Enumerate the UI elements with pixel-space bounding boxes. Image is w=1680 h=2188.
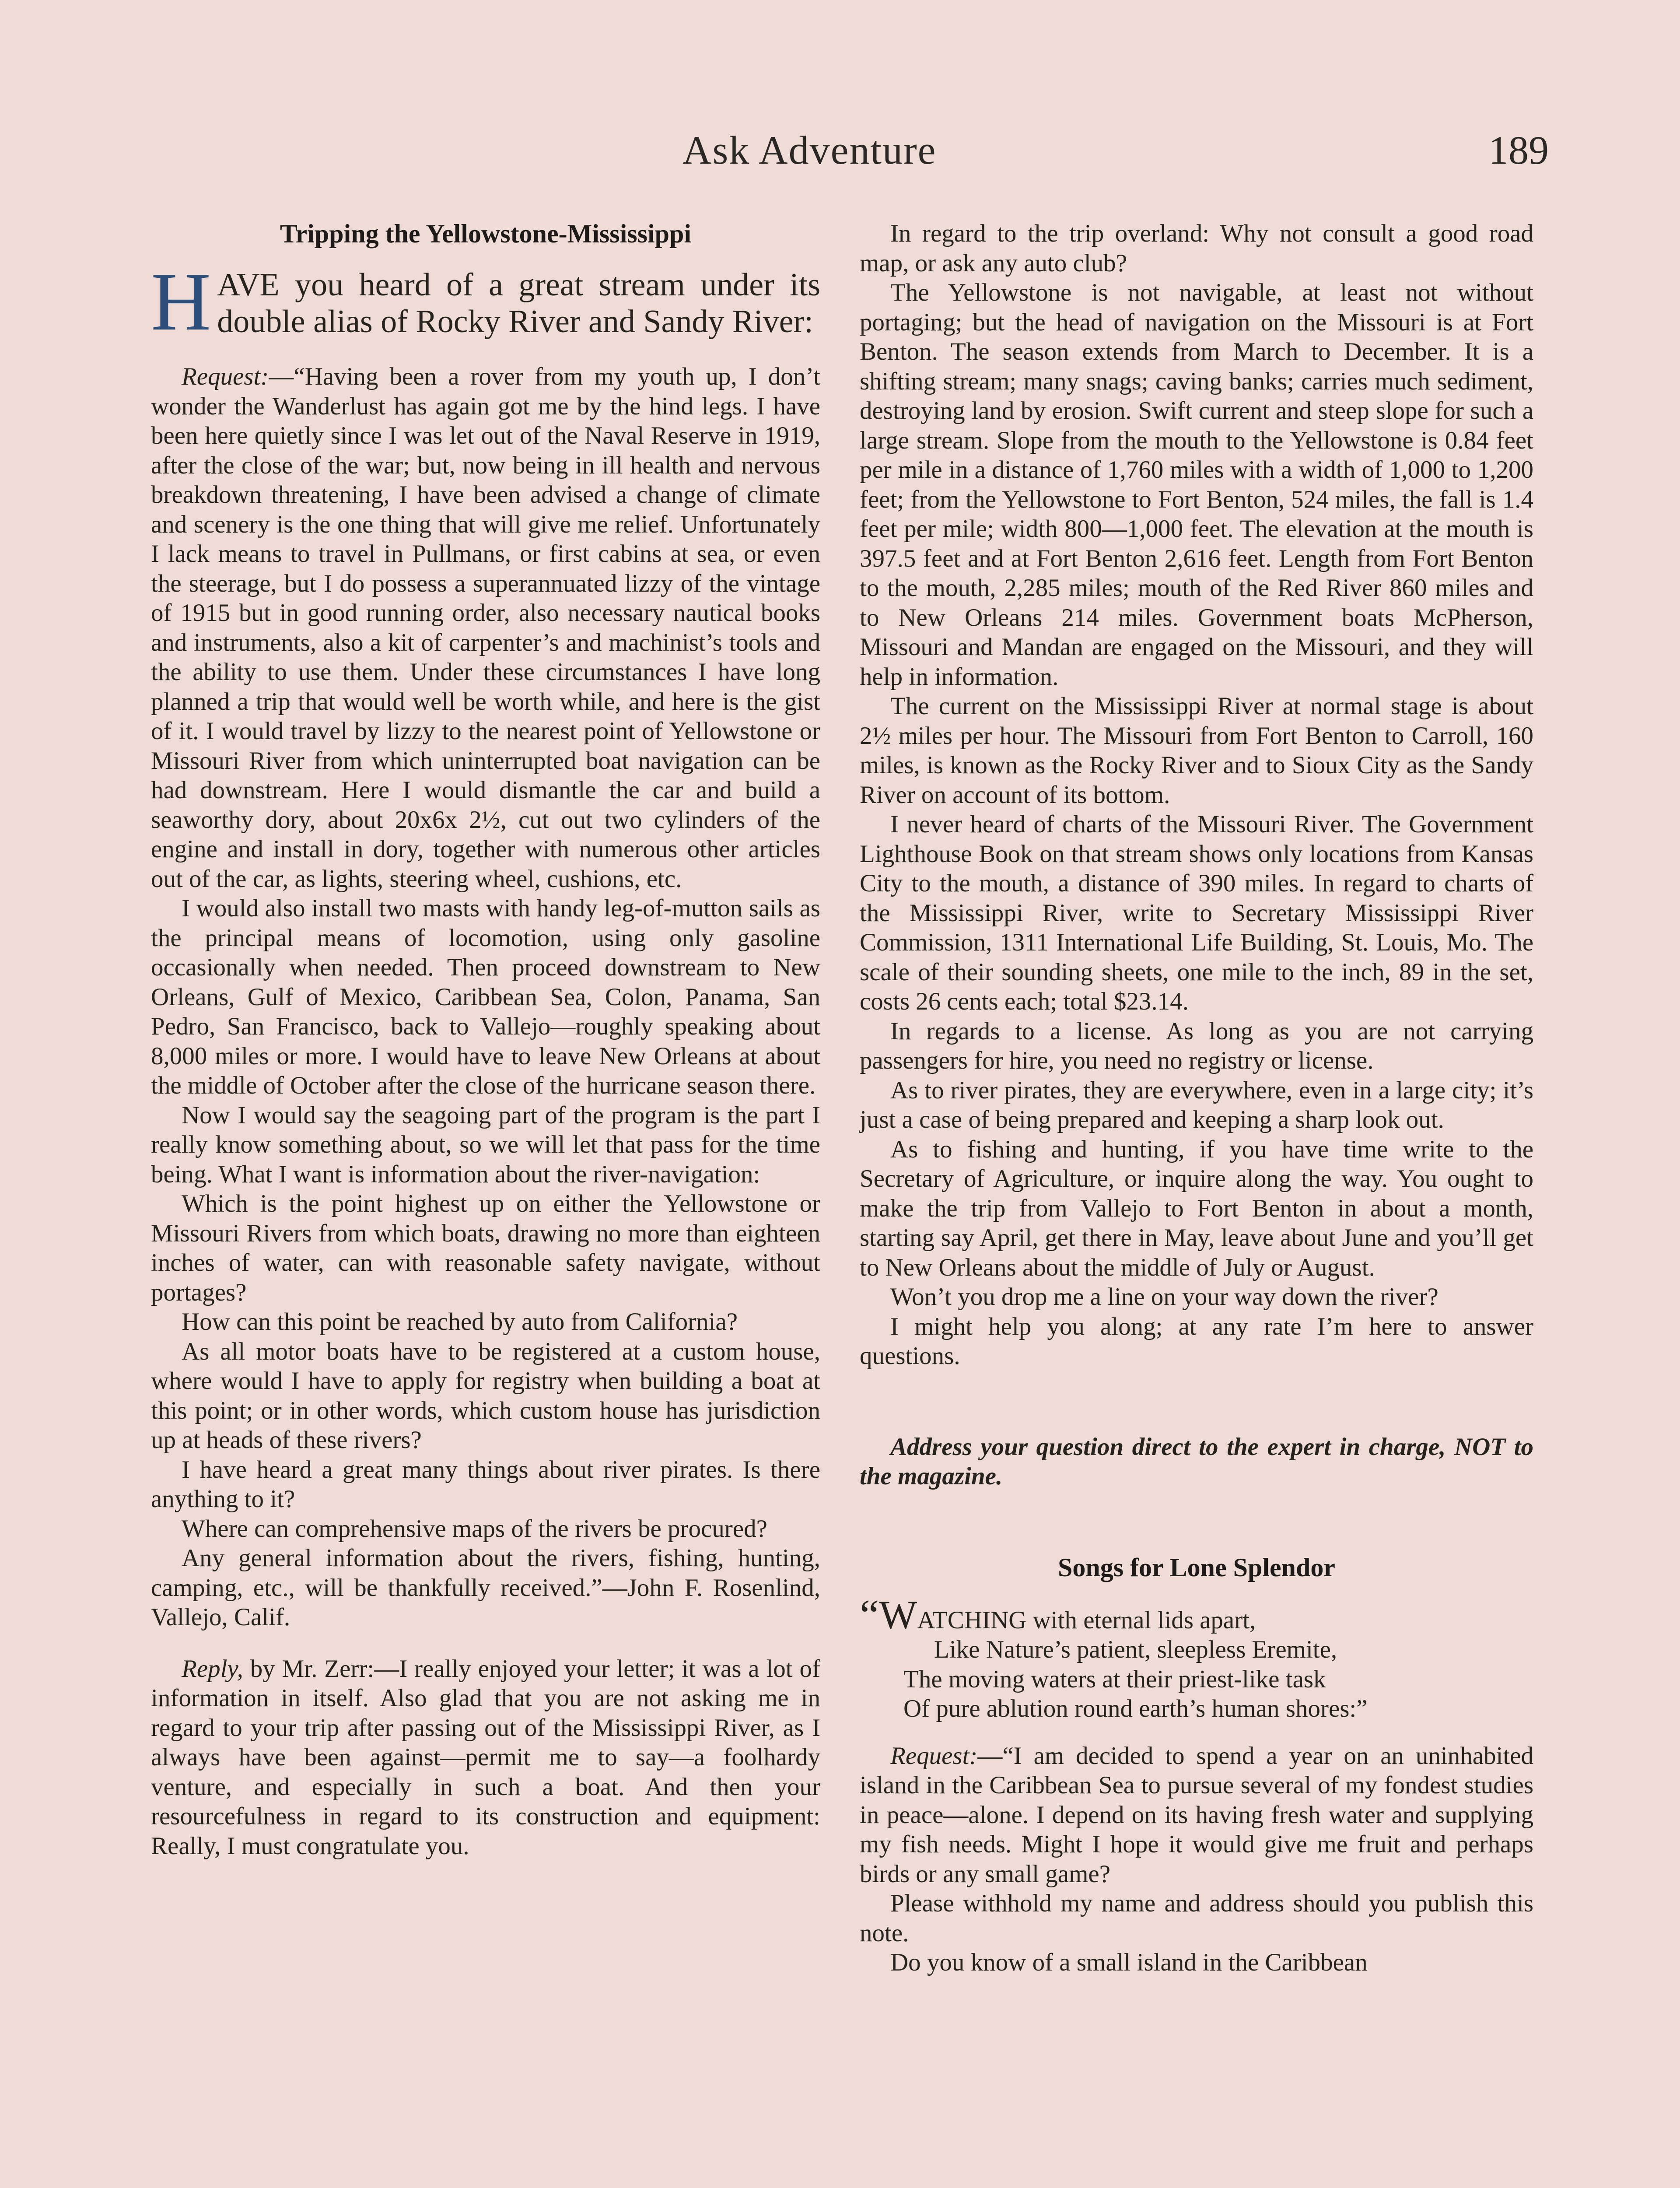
paragraph: Do you know of a small island in the Caribbean	[890, 1949, 1368, 1976]
spacer	[860, 1371, 1533, 1432]
page-number: 189	[1488, 128, 1549, 172]
poem-line-text: ATCHING with eternal lids apart,	[917, 1606, 1256, 1634]
request-text: —“I am decided to spend a year on an uninhabited island in the Caribbean Sea to pursue several of my fondest studies in peace—alone. I depend on its having fresh water and supplying my fish needs. Might I hope it would give me fruit and perhaps birds or any small game?	[860, 1742, 1533, 1888]
poem-open-quote: “	[860, 1590, 879, 1639]
reply-text: by Mr. Zerr:—I really enjoyed your letter; it was a lot of information in itself. Also glad that you are not asking me in regard to your trip after passing out of the Mississippi River, as I always have been against—permit me to say—a foolhardy venture, and especially in such a boat. And then your resourcefulness in regard to its construction and equipment: Really, I must congratulate you.	[151, 1655, 820, 1860]
request-paragraph	[151, 362, 820, 894]
reply-paragraph	[151, 1654, 820, 1861]
paragraph: Which is the point highest up on either the Yellowstone or Missouri Rivers from which boats, drawing no more than eighteen inches of water, can with reasonable safety navigate, without portages?	[151, 1190, 820, 1306]
paragraph: As to river pirates, they are everywhere, even in a large city; it’s just a case of being prepared and keeping a sharp look out.	[860, 1076, 1533, 1133]
paragraph: I have heard a great many things about river pirates. Is there anything to it?	[151, 1455, 820, 1513]
request-label: Request:	[890, 1742, 978, 1770]
request-text: —“Having been a rover from my youth up, I don’t wonder the Wanderlust has again got me by the hind legs. I have been here quietly since I was let out of the Naval Reserve in 1919, after the close of the war; but, now being in ill health and nervous breakdown threatening, I have been advised a change of climate and scenery is the one thing that will give me relief. Unfortunately I lack means to travel in Pullmans, or first cabins at sea, or even the steerage, but I do possess a superannuated lizzy of the vintage of 1915 but in good running order, also necessary nautical books and instruments, also a kit of carpenter’s and machinist’s tools and the ability to use them. Under these circumstances I have long planned a trip that would well be worth while, and here is the gist of it. I would travel by lizzy to the nearest point of Yellowstone or Missouri River from which uninterrupted boat navigation can be had downstream. Here I would dismantle the car and build a seaworthy dory, about 20x6x 2½, cut out two cylinders of the engine and install in dory, together with numerous other articles out of the car, as lights, steering wheel, cushions, etc.	[151, 363, 820, 893]
right-column	[860, 219, 1533, 1978]
drop-cap: H	[151, 256, 211, 348]
request-label: Request:	[182, 363, 269, 390]
paragraph: I might help you along; at any rate I’m here to answer questions.	[860, 1312, 1533, 1370]
paragraph: Please withhold my name and address should you publish this note.	[860, 1890, 1533, 1947]
reply-label: Reply,	[182, 1655, 243, 1683]
paragraph: Won’t you drop me a line on your way down the river?	[890, 1283, 1438, 1311]
poem-line: Of pure ablution round earth’s human shores:”	[903, 1695, 1368, 1722]
left-column	[151, 219, 820, 1861]
poem-line: Like Nature’s patient, sleepless Eremite,	[934, 1636, 1337, 1663]
paragraph: As to fishing and hunting, if you have time write to the Secretary of Agriculture, or inquire along the way. You ought to make the trip from Vallejo to Fort Benton in about a month, starting say April, get there in May, leave about June and you’ll get to New Orleans about the middle of July or August.	[860, 1135, 1533, 1281]
lead-paragraph	[151, 256, 820, 348]
poem-drop-cap: W	[879, 1592, 917, 1637]
spacer	[860, 1491, 1533, 1553]
section-title: Tripping the Yellowstone-Mississippi	[280, 219, 692, 248]
paragraph: As all motor boats have to be registered at a custom house, where would I have to apply for registry when building a boat at this point; or in other words, which custom house has jurisdiction up at heads of these rivers?	[151, 1337, 820, 1454]
paragraph: Where can comprehensive maps of the rivers be procured?	[182, 1515, 767, 1543]
poem-line: The moving waters at their priest-like task	[903, 1665, 1326, 1693]
section-title-songs: Songs for Lone Splendor	[1057, 1553, 1336, 1582]
paragraph: I never heard of charts of the Missouri River. The Government Lighthouse Book on that stream shows only locations from Kansas City to the mouth, a distance of 390 miles. In regard to charts of the Mississippi River, write to Secretary Mississippi River Commission, 1311 International Life Building, St. Louis, Mo. The scale of their sounding sheets, one mile to the inch, 89 in the set, costs 26 cents each; total $23.14.	[860, 810, 1533, 1015]
paragraph: Now I would say the seagoing part of the program is the part I really know something about, so we will let that pass for the time being. What I want is information about the river-navigation:	[151, 1101, 820, 1188]
poem-quote	[860, 1590, 1533, 1724]
poem-line	[860, 1590, 1533, 1639]
paragraph: In regard to the trip overland: Why not consult a good road map, or ask any auto club?	[860, 220, 1533, 277]
paragraph: How can this point be reached by auto from California?	[182, 1308, 738, 1336]
running-head: Ask Adventure	[682, 128, 937, 172]
paragraph: I would also install two masts with handy leg-of-mutton sails as the principal means of locomotion, using only gasoline occasionally when needed. Then proceed downstream to New Orleans, Gulf of Mexico, Caribbean Sea, Colon, Panama, San Pedro, San Francisco, back to Vallejo—roughly speaking about 8,000 miles or more. I would have to leave New Orleans at about the middle of October after the close of the hurricane season there.	[151, 894, 820, 1099]
paragraph: The current on the Mississippi River at normal stage is about 2½ miles per hour. The Missouri from Fort Benton to Carroll, 160 miles, is known as the Rocky River and to Sioux City as the Sandy River on account of its bottom.	[860, 692, 1533, 809]
address-notice: Address your question direct to the expert in charge, NOT to the magazine.	[860, 1433, 1533, 1490]
request-paragraph	[860, 1741, 1533, 1889]
paragraph: The Yellowstone is not navigable, at least not without portaging; but the head of navigation on the Missouri is at Fort Benton. The season extends from March to December. It is a shifting stream; many snags; caving banks; carries much sediment, destroying land by erosion. Swift current and steep slope for such a large stream. Slope from the mouth to the Yellowstone is 0.84 feet per mile in a distance of 1,760 miles with a width of 1,000 to 1,200 feet; from the Yellowstone to Fort Benton, 524 miles, the fall is 1.4 feet per mile; width 800—1,000 feet. The elevation at the mouth is 397.5 feet and at Fort Benton 2,616 feet. Length from Fort Benton to the mouth, 2,285 miles; mouth of the Red River 860 miles and to New Orleans 214 miles. Government boats McPherson, Missouri and Mandan are engaged on the Missouri, and they will help in information.	[860, 279, 1533, 691]
spacer	[151, 1632, 820, 1654]
paragraph: In regards to a license. As long as you are not carrying passengers for hire, you need no registry or license.	[860, 1017, 1533, 1074]
paragraph: Any general information about the rivers, fishing, hunting, camping, etc., will be thankfully received.”—John F. Rosenlind, Vallejo, Calif.	[151, 1544, 820, 1631]
lead-text: AVE you heard of a great stream under its double alias of Rocky River and Sandy River:	[217, 267, 820, 340]
